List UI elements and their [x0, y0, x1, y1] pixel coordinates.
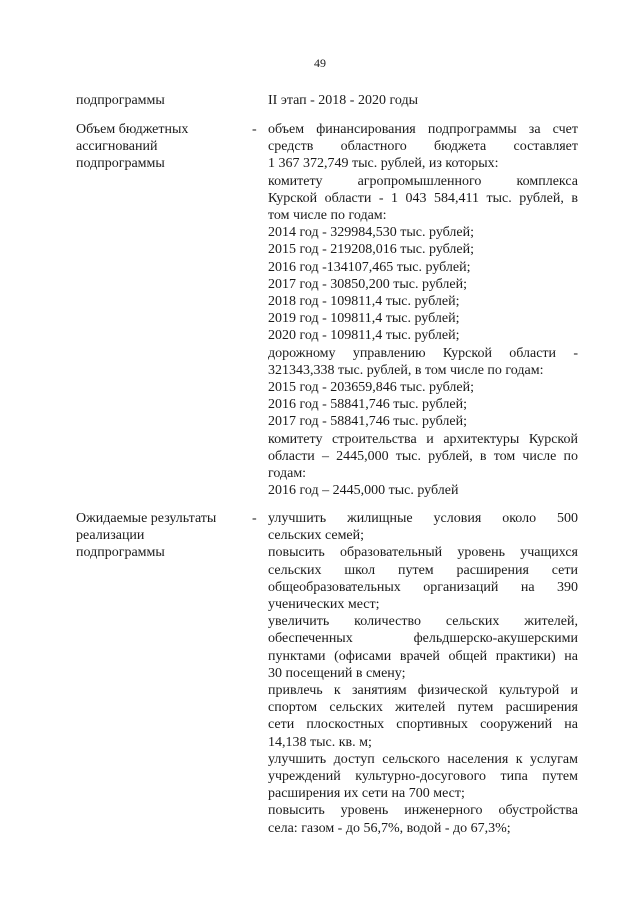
text-line: комитету агропромышленного комплекса	[268, 173, 578, 189]
text-line: области – 2445,000 тыс. рублей, в том числе по	[268, 448, 578, 464]
text-line: сельских семей;	[268, 528, 365, 544]
text-line: 2016 год – 2445,000 тыс. рублей	[268, 483, 459, 499]
text-line: 2018 год - 109811,4 тыс. рублей;	[268, 294, 460, 310]
text-line: 2017 год - 58841,746 тыс. рублей;	[268, 414, 468, 430]
text-line: 1 367 372,749 тыс. рублей, из которых:	[268, 156, 499, 172]
text-line: средств областного бюджета составляет	[268, 139, 578, 155]
text-line: ученических мест;	[268, 597, 380, 613]
text-line: 321343,338 тыс. рублей, в том числе по годам:	[268, 362, 544, 378]
row-label	[76, 121, 241, 172]
row-dash: -	[252, 511, 257, 526]
row-label	[76, 510, 241, 561]
text-line: привлечь к занятиям физической культурой и	[268, 683, 578, 699]
text-line: расширения их сети на 700 мест;	[268, 786, 465, 802]
row-label-line: подпрограммы	[76, 93, 165, 108]
page-number: 49	[314, 56, 326, 70]
row-dash: -	[252, 122, 257, 137]
text-line: том числе по годам:	[268, 208, 387, 224]
text-line: 2015 год - 203659,846 тыс. рублей;	[268, 380, 475, 396]
text-line: обеспеченных фельдшерско-акушерскими	[268, 631, 578, 647]
text-line: комитету строительства и архитектуры Курской	[268, 431, 578, 447]
text-line: 2016 год -134107,465 тыс. рублей;	[268, 259, 471, 275]
text-line: повысить уровень инженерного обустройства	[268, 803, 578, 819]
text-line: Курской области - 1 043 584,411 тыс. рублей, в	[268, 190, 578, 206]
row-label-line: реализации	[76, 528, 145, 543]
text-line: села: газом - до 56,7%, водой - до 67,3%;	[268, 820, 511, 836]
row-label-line: ассигнований	[76, 139, 158, 154]
text-line: общеобразовательных организаций на 390	[268, 579, 578, 595]
text-line: 14,138 тыс. кв. м;	[268, 734, 372, 750]
text-line: сельских школ путем расширения сети	[268, 562, 578, 578]
text-line: 2017 год - 30850,200 тыс. рублей;	[268, 276, 468, 292]
text-line: 2019 год - 109811,4 тыс. рублей;	[268, 311, 460, 327]
text-line: увеличить количество сельских жителей,	[268, 614, 578, 630]
row-content	[268, 510, 578, 837]
text-line: 2016 год - 58841,746 тыс. рублей;	[268, 397, 468, 413]
text-line: повысить образовательный уровень учащихся	[268, 545, 578, 561]
text-line: спортом сельских жителей путем расширения	[268, 700, 578, 716]
text-line: объем финансирования подпрограммы за счет	[268, 122, 578, 137]
row-label-line: Ожидаемые результаты	[76, 511, 217, 526]
text-line: дорожному управлению Курской области -	[268, 345, 578, 361]
text-line: сети плоскостных спортивных сооружений на	[268, 717, 578, 733]
text-line: 30 посещений в смену;	[268, 665, 406, 681]
row-label-line: Объем бюджетных	[76, 122, 189, 137]
text-line: годам:	[268, 466, 307, 482]
text-line: улучшить доступ сельского населения к услугам	[268, 751, 578, 767]
text-line: учреждений культурно-досугового типа путем	[268, 769, 578, 785]
text-line: II этап - 2018 - 2020 годы	[268, 93, 418, 108]
row-content	[268, 92, 578, 109]
text-line: 2020 год - 109811,4 тыс. рублей;	[268, 328, 460, 344]
text-line: пунктами (офисами врачей общей практики) на	[268, 648, 578, 664]
row-content	[268, 121, 578, 499]
text-line: 2014 год - 329984,530 тыс. рублей;	[268, 225, 475, 241]
text-line: улучшить жилищные условия около 500	[268, 511, 578, 526]
row-label-line: подпрограммы	[76, 156, 165, 171]
row-label-line: подпрограммы	[76, 545, 165, 560]
text-line: 2015 год - 219208,016 тыс. рублей;	[268, 242, 475, 258]
row-label	[76, 92, 241, 109]
